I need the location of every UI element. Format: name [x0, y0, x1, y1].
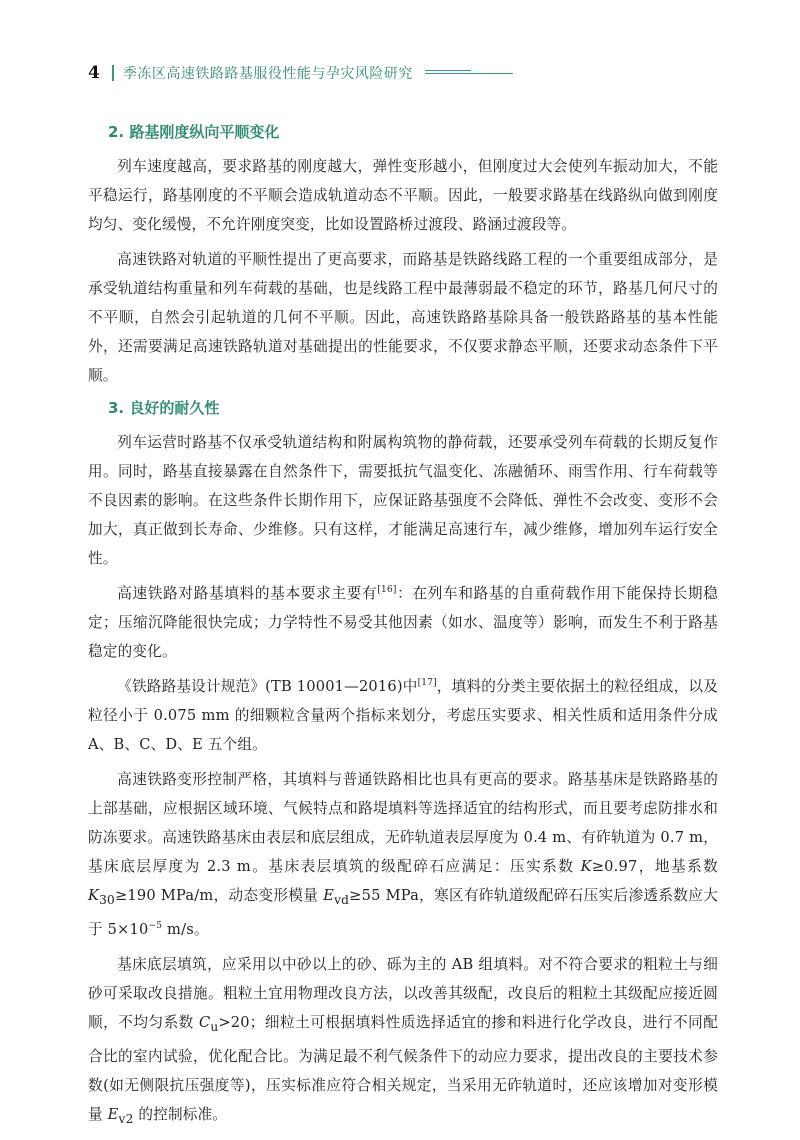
text-run: 基床底层填筑，应采用以中砂以上的砂、砾为主的 AB 组填料。对不符合要求的粗粒土与细砂可采取改良措施。粗粒土宜用物理改良方法，以改善其级配，改良后的粗粒土其级配应接近圆顺，不均匀系数	[88, 955, 718, 1031]
superscript: −5	[148, 921, 163, 932]
text-run: 的控制标准。	[133, 1105, 228, 1123]
citation-ref: [16]	[377, 585, 397, 596]
text-run: 高速铁路变形控制严格，其填料与普通铁路相比也具有更高的要求。路基基床是铁路路基的上部基础，应根据区域环境、气候特点和路堤填料等选择适宜的结构形式，而且要考虑防排水和防冻要求。高速铁路基床由表层和底层组成，无砟轨道表层厚度为 0.4 m、有砟轨道为 0.7 m，基床底层厚度为 2.3 m。基床表层填筑的级配碎石应满足：压实系数	[88, 771, 718, 875]
symbol-Cu: C	[198, 1013, 211, 1031]
symbol-K: K	[580, 858, 592, 875]
subscript: u	[210, 1019, 219, 1034]
text-run: ≥55 MPa，寒区有砟轨道级配碎石压实后渗透系数应大于 5×10	[88, 887, 718, 938]
paragraph: 列车速度越高，要求路基的刚度越大，弹性变形越小，但刚度过大会使列车振动加大，不能平稳运行，路基刚度的不平顺会造成轨道动态不平顺。因此，一般要求路基在线路纵向做到刚度均匀、变化缓慢，不允许刚度突变，比如设置路桥过渡段、路涵过渡段等。	[88, 158, 718, 233]
page-body	[88, 120, 718, 1140]
subscript: v2	[118, 1111, 134, 1126]
symbol-Evd: E	[323, 887, 335, 904]
page-number: 4	[88, 63, 100, 83]
subscript: 30	[99, 892, 115, 907]
section-heading-durability: 3. 良好的耐久性	[108, 399, 220, 417]
text-run: 《铁路路基设计规范》(TB 10001—2016)中	[117, 678, 418, 695]
symbol-Ev2: E	[107, 1105, 119, 1123]
section-heading-stiffness: 2. 路基刚度纵向平顺变化	[108, 123, 280, 141]
header-divider	[112, 65, 114, 81]
text-run: m/s。	[162, 920, 209, 938]
header-rule-line	[425, 73, 513, 74]
text-run: ≥0.97，地基系数	[591, 858, 718, 875]
paragraph-design-code	[88, 672, 718, 759]
symbol-K30: K	[88, 887, 100, 904]
text-run: ，填料的分类主要依据土的粒径组成，以及粒径小于 0.075 mm 的细颗粒含量两个指标来划分，考虑压实要求、相关性质和适用条件分成 A、B、C、D、E 五个组。	[88, 678, 718, 753]
paragraph-subgrade-bed	[88, 765, 718, 944]
text-run: ≥190 MPa/m，动态变形模量	[114, 887, 324, 904]
text-run: 高速铁路对路基填料的基本要求主要有	[117, 585, 378, 602]
text-run: >20；细粒土可根据填料性质选择适宜的掺和料进行化学改良，进行不同配合比的室内试验，优化配合比。为满足最不利气候条件下的动应力要求，提出改良的主要技术参数(如无侧限抗压强度等)，压实标准应符合相关规定，当采用无砟轨道时，还应该增加对变形模量	[88, 1013, 718, 1123]
running-title: 季冻区高速铁路路基服役性能与孕灾风险研究	[122, 66, 413, 82]
text-run: ：在列车和路基的自重荷载作用下能保持长期稳定；压缩沉降能很快完成；力学特性不易受其他因素（如水、温度等）影响，而发生不利于路基稳定的变化。	[88, 585, 718, 660]
subscript: vd	[334, 892, 350, 907]
paragraph-filler-requirements	[88, 579, 718, 666]
citation-ref: [17]	[417, 678, 437, 689]
page-header	[88, 58, 728, 88]
paragraph: 列车运营时路基不仅承受轨道结构和附属构筑物的静荷载，还要承受列车荷载的长期反复作用。同时，路基直接暴露在自然条件下，需要抵抗气温变化、冻融循环、雨雪作用、行车荷载等不良因素的影响。在这些条件长期作用下，应保证路基强度不会降低、弹性不会改变、变形不会加大，真正做到长寿命、少维修。只有这样，才能满足高速行车，减少维修，增加列车运行安全性。	[88, 434, 718, 567]
paragraph-bottom-layer	[88, 950, 718, 1134]
paragraph: 高速铁路对轨道的平顺性提出了更高要求，而路基是铁路线路工程的一个重要组成部分，是承受轨道结构重量和列车荷载的基础，也是线路工程中最薄弱最不稳定的环节，路基几何尺寸的不平顺，自然会引起轨道的几何不平顺。因此，高速铁路路基除具备一般铁路路基的基本性能外，还需要满足高速铁路轨道对基础提出的性能要求，不仅要求静态平顺，还要求动态条件下平顺。	[88, 251, 718, 384]
